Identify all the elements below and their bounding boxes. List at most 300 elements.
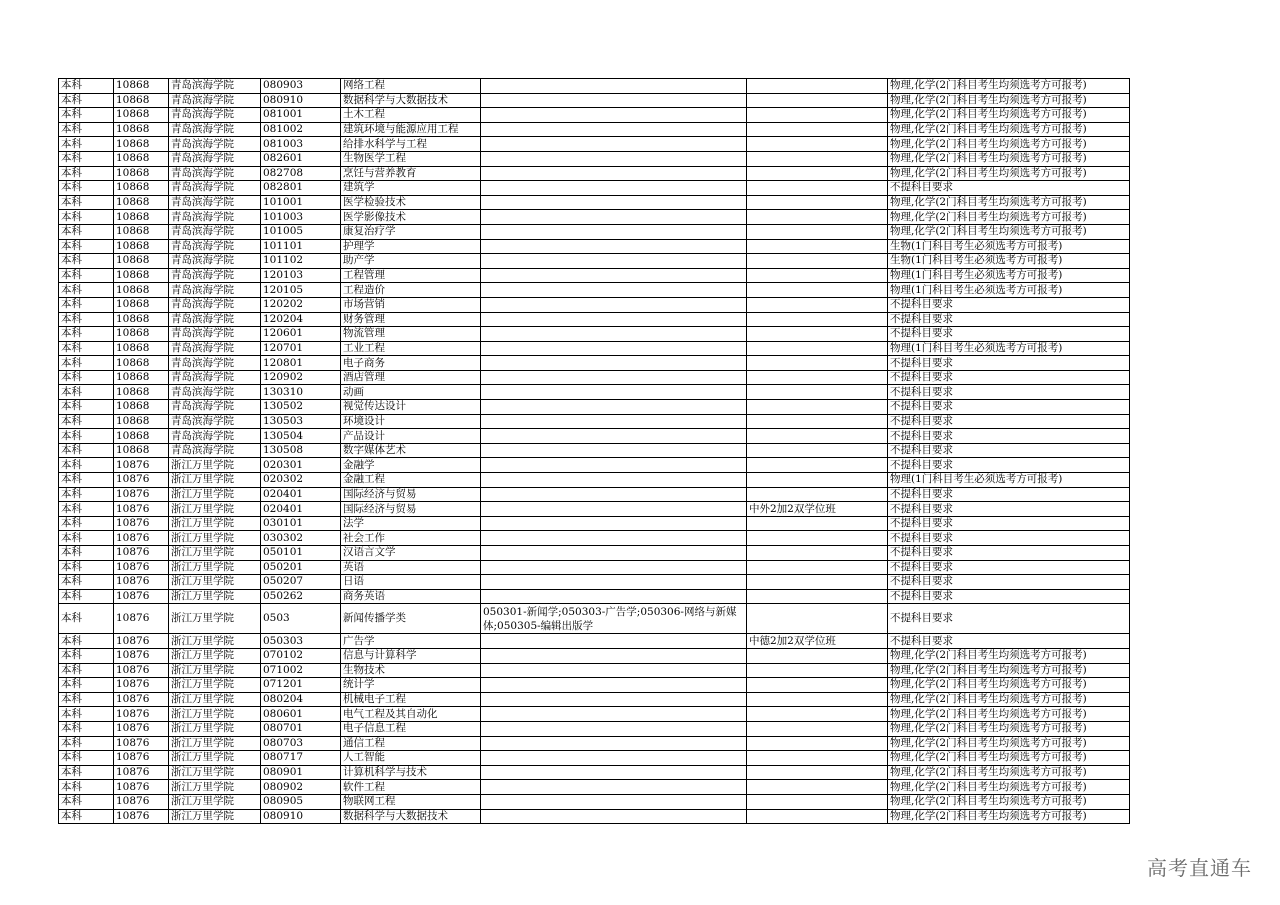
level-cell: 本科 — [59, 721, 114, 736]
table-row — [59, 634, 1130, 649]
table-row — [59, 210, 1130, 225]
level-cell: 本科 — [59, 385, 114, 400]
school-code-cell: 10868 — [114, 224, 169, 239]
level-cell: 本科 — [59, 327, 114, 342]
school-name-cell: 青岛滨海学院 — [169, 268, 261, 283]
school-name-cell: 浙江万里学院 — [169, 634, 261, 649]
subject-requirement-cell: 物理,化学(2门科目考生均须选考方可报考) — [888, 809, 1130, 824]
included-majors-cell — [481, 327, 747, 342]
major-code-cell: 080901 — [261, 765, 341, 780]
major-code-cell: 081002 — [261, 122, 341, 137]
remarks-cell — [747, 414, 888, 429]
school-name-cell: 青岛滨海学院 — [169, 108, 261, 123]
remarks-cell: 中外2加2双学位班 — [747, 502, 888, 517]
included-majors-cell — [481, 312, 747, 327]
table-row — [59, 356, 1130, 371]
included-majors-cell — [481, 443, 747, 458]
included-majors-cell — [481, 254, 747, 269]
school-code-cell: 10876 — [114, 531, 169, 546]
major-name-cell: 生物医学工程 — [341, 151, 481, 166]
table-row — [59, 516, 1130, 531]
table-row — [59, 79, 1130, 94]
included-majors-cell — [481, 663, 747, 678]
subject-requirement-cell: 物理,化学(2门科目考生均须选考方可报考) — [888, 751, 1130, 766]
subject-requirement-cell: 物理,化学(2门科目考生均须选考方可报考) — [888, 166, 1130, 181]
subject-requirement-cell: 不提科目要求 — [888, 400, 1130, 415]
remarks-cell — [747, 575, 888, 590]
major-code-cell: 120204 — [261, 312, 341, 327]
school-code-cell: 10868 — [114, 108, 169, 123]
included-majors-cell — [481, 370, 747, 385]
table-row — [59, 414, 1130, 429]
school-name-cell: 浙江万里学院 — [169, 648, 261, 663]
major-code-cell: 020302 — [261, 473, 341, 488]
remarks-cell — [747, 531, 888, 546]
school-code-cell: 10876 — [114, 663, 169, 678]
remarks-cell — [747, 546, 888, 561]
subject-requirement-cell: 生物(1门科目考生必须选考方可报考) — [888, 254, 1130, 269]
table-row — [59, 487, 1130, 502]
school-name-cell: 浙江万里学院 — [169, 560, 261, 575]
school-code-cell: 10868 — [114, 414, 169, 429]
major-name-cell: 护理学 — [341, 239, 481, 254]
major-name-cell: 金融工程 — [341, 473, 481, 488]
subject-requirement-cell: 物理(1门科目考生必须选考方可报考) — [888, 473, 1130, 488]
remarks-cell — [747, 560, 888, 575]
remarks-cell — [747, 692, 888, 707]
school-code-cell: 10876 — [114, 458, 169, 473]
table-row — [59, 648, 1130, 663]
major-name-cell: 建筑学 — [341, 181, 481, 196]
major-name-cell: 数据科学与大数据技术 — [341, 809, 481, 824]
subject-requirement-cell: 不提科目要求 — [888, 370, 1130, 385]
included-majors-cell — [481, 400, 747, 415]
school-name-cell: 浙江万里学院 — [169, 780, 261, 795]
major-name-cell: 数据科学与大数据技术 — [341, 93, 481, 108]
major-name-cell: 信息与计算科学 — [341, 648, 481, 663]
included-majors-cell — [481, 531, 747, 546]
included-majors-cell — [481, 210, 747, 225]
level-cell: 本科 — [59, 429, 114, 444]
subject-requirement-cell: 物理,化学(2门科目考生均须选考方可报考) — [888, 210, 1130, 225]
remarks-cell — [747, 589, 888, 604]
subject-requirement-cell: 物理(1门科目考生必须选考方可报考) — [888, 283, 1130, 298]
table-row — [59, 341, 1130, 356]
remarks-cell — [747, 370, 888, 385]
school-code-cell: 10868 — [114, 385, 169, 400]
school-code-cell: 10876 — [114, 707, 169, 722]
level-cell: 本科 — [59, 108, 114, 123]
table-row — [59, 794, 1130, 809]
major-name-cell: 国际经济与贸易 — [341, 487, 481, 502]
table-row — [59, 166, 1130, 181]
remarks-cell — [747, 794, 888, 809]
subject-requirement-cell: 物理(1门科目考生必须选考方可报考) — [888, 341, 1130, 356]
school-name-cell: 浙江万里学院 — [169, 736, 261, 751]
school-code-cell: 10868 — [114, 181, 169, 196]
table-row — [59, 531, 1130, 546]
included-majors-cell — [481, 487, 747, 502]
remarks-cell — [747, 312, 888, 327]
level-cell: 本科 — [59, 531, 114, 546]
major-code-cell: 020401 — [261, 502, 341, 517]
subject-requirement-cell: 物理,化学(2门科目考生均须选考方可报考) — [888, 122, 1130, 137]
remarks-cell — [747, 239, 888, 254]
subject-requirement-cell: 物理,化学(2门科目考生均须选考方可报考) — [888, 765, 1130, 780]
major-code-cell: 050262 — [261, 589, 341, 604]
remarks-cell — [747, 297, 888, 312]
subject-requirement-cell: 物理(1门科目考生必须选考方可报考) — [888, 268, 1130, 283]
level-cell: 本科 — [59, 341, 114, 356]
level-cell: 本科 — [59, 166, 114, 181]
subject-requirement-cell: 不提科目要求 — [888, 356, 1130, 371]
remarks-cell — [747, 736, 888, 751]
school-name-cell: 青岛滨海学院 — [169, 254, 261, 269]
subject-requirement-cell: 不提科目要求 — [888, 575, 1130, 590]
subject-requirement-cell: 不提科目要求 — [888, 458, 1130, 473]
major-name-cell: 网络工程 — [341, 79, 481, 94]
level-cell: 本科 — [59, 678, 114, 693]
subject-requirement-cell: 不提科目要求 — [888, 443, 1130, 458]
school-name-cell: 青岛滨海学院 — [169, 443, 261, 458]
remarks-cell — [747, 195, 888, 210]
major-code-cell: 030302 — [261, 531, 341, 546]
table-row — [59, 297, 1130, 312]
table-body — [59, 79, 1130, 824]
school-name-cell: 青岛滨海学院 — [169, 166, 261, 181]
watermark-logo-text: 高考直通车 — [1147, 856, 1252, 880]
subject-requirement-cell: 不提科目要求 — [888, 429, 1130, 444]
major-name-cell: 日语 — [341, 575, 481, 590]
remarks-cell — [747, 516, 888, 531]
major-name-cell: 动画 — [341, 385, 481, 400]
school-code-cell: 10876 — [114, 765, 169, 780]
included-majors-cell — [481, 108, 747, 123]
level-cell: 本科 — [59, 93, 114, 108]
school-name-cell: 青岛滨海学院 — [169, 122, 261, 137]
level-cell: 本科 — [59, 414, 114, 429]
remarks-cell — [747, 663, 888, 678]
major-code-cell: 101005 — [261, 224, 341, 239]
included-majors-cell — [481, 93, 747, 108]
major-code-cell: 120105 — [261, 283, 341, 298]
school-code-cell: 10876 — [114, 648, 169, 663]
level-cell: 本科 — [59, 707, 114, 722]
level-cell: 本科 — [59, 794, 114, 809]
school-name-cell: 青岛滨海学院 — [169, 137, 261, 152]
level-cell: 本科 — [59, 473, 114, 488]
remarks-cell — [747, 487, 888, 502]
school-code-cell: 10876 — [114, 794, 169, 809]
major-code-cell: 080601 — [261, 707, 341, 722]
subject-requirement-cell: 不提科目要求 — [888, 560, 1130, 575]
included-majors-cell — [481, 809, 747, 824]
school-code-cell: 10876 — [114, 809, 169, 824]
school-code-cell: 10868 — [114, 341, 169, 356]
school-name-cell: 浙江万里学院 — [169, 678, 261, 693]
subject-requirement-cell: 不提科目要求 — [888, 546, 1130, 561]
remarks-cell — [747, 473, 888, 488]
school-name-cell: 青岛滨海学院 — [169, 224, 261, 239]
school-name-cell: 青岛滨海学院 — [169, 385, 261, 400]
major-name-cell: 商务英语 — [341, 589, 481, 604]
school-code-cell: 10876 — [114, 473, 169, 488]
included-majors-cell — [481, 429, 747, 444]
requirements-sheet — [58, 78, 1130, 824]
major-name-cell: 社会工作 — [341, 531, 481, 546]
subject-requirement-cell: 物理,化学(2门科目考生均须选考方可报考) — [888, 663, 1130, 678]
major-code-cell: 130502 — [261, 400, 341, 415]
table-row — [59, 765, 1130, 780]
included-majors-cell — [481, 751, 747, 766]
major-code-cell: 101102 — [261, 254, 341, 269]
table-row — [59, 108, 1130, 123]
table-row — [59, 224, 1130, 239]
remarks-cell — [747, 224, 888, 239]
subject-requirement-cell: 不提科目要求 — [888, 414, 1130, 429]
included-majors-cell — [481, 546, 747, 561]
table-row — [59, 195, 1130, 210]
major-name-cell: 物联网工程 — [341, 794, 481, 809]
major-code-cell: 101003 — [261, 210, 341, 225]
level-cell: 本科 — [59, 575, 114, 590]
level-cell: 本科 — [59, 443, 114, 458]
major-name-cell: 生物技术 — [341, 663, 481, 678]
table-row — [59, 458, 1130, 473]
level-cell: 本科 — [59, 560, 114, 575]
table-row — [59, 400, 1130, 415]
subject-requirement-cell: 不提科目要求 — [888, 516, 1130, 531]
remarks-cell — [747, 765, 888, 780]
school-code-cell: 10876 — [114, 634, 169, 649]
level-cell: 本科 — [59, 312, 114, 327]
table-row — [59, 751, 1130, 766]
major-code-cell: 120701 — [261, 341, 341, 356]
table-row — [59, 370, 1130, 385]
school-code-cell: 10868 — [114, 268, 169, 283]
remarks-cell — [747, 254, 888, 269]
included-majors-cell — [481, 721, 747, 736]
school-code-cell: 10868 — [114, 93, 169, 108]
included-majors-cell — [481, 79, 747, 94]
subject-requirement-cell: 物理,化学(2门科目考生均须选考方可报考) — [888, 151, 1130, 166]
school-name-cell: 青岛滨海学院 — [169, 341, 261, 356]
included-majors-cell: 050301-新闻学;050303-广告学;050306-网络与新媒体;050305-编辑出版学 — [481, 604, 747, 634]
table-row — [59, 283, 1130, 298]
remarks-cell — [747, 707, 888, 722]
school-code-cell: 10876 — [114, 604, 169, 634]
included-majors-cell — [481, 634, 747, 649]
school-name-cell: 青岛滨海学院 — [169, 414, 261, 429]
school-name-cell: 浙江万里学院 — [169, 473, 261, 488]
included-majors-cell — [481, 794, 747, 809]
school-name-cell: 青岛滨海学院 — [169, 93, 261, 108]
remarks-cell — [747, 341, 888, 356]
level-cell: 本科 — [59, 195, 114, 210]
remarks-cell — [747, 429, 888, 444]
school-code-cell: 10868 — [114, 297, 169, 312]
major-name-cell: 烹饪与营养教育 — [341, 166, 481, 181]
table-row — [59, 663, 1130, 678]
school-name-cell: 青岛滨海学院 — [169, 400, 261, 415]
major-name-cell: 助产学 — [341, 254, 481, 269]
included-majors-cell — [481, 765, 747, 780]
remarks-cell — [747, 93, 888, 108]
level-cell: 本科 — [59, 254, 114, 269]
school-name-cell: 青岛滨海学院 — [169, 151, 261, 166]
major-name-cell: 产品设计 — [341, 429, 481, 444]
included-majors-cell — [481, 678, 747, 693]
remarks-cell — [747, 283, 888, 298]
school-code-cell: 10868 — [114, 370, 169, 385]
table-row — [59, 327, 1130, 342]
major-name-cell: 通信工程 — [341, 736, 481, 751]
level-cell: 本科 — [59, 692, 114, 707]
school-name-cell: 青岛滨海学院 — [169, 327, 261, 342]
included-majors-cell — [481, 575, 747, 590]
subject-requirement-cell: 不提科目要求 — [888, 604, 1130, 634]
subject-requirement-cell: 物理,化学(2门科目考生均须选考方可报考) — [888, 678, 1130, 693]
school-code-cell: 10868 — [114, 254, 169, 269]
major-code-cell: 050101 — [261, 546, 341, 561]
school-code-cell: 10868 — [114, 151, 169, 166]
school-name-cell: 浙江万里学院 — [169, 751, 261, 766]
major-name-cell: 电气工程及其自动化 — [341, 707, 481, 722]
major-code-cell: 082801 — [261, 181, 341, 196]
school-name-cell: 浙江万里学院 — [169, 546, 261, 561]
major-name-cell: 新闻传播学类 — [341, 604, 481, 634]
school-name-cell: 浙江万里学院 — [169, 809, 261, 824]
subject-requirement-cell: 不提科目要求 — [888, 589, 1130, 604]
subject-requirement-cell: 不提科目要求 — [888, 181, 1130, 196]
school-code-cell: 10876 — [114, 736, 169, 751]
included-majors-cell — [481, 516, 747, 531]
major-code-cell: 080905 — [261, 794, 341, 809]
table-row — [59, 721, 1130, 736]
table-row — [59, 385, 1130, 400]
level-cell: 本科 — [59, 634, 114, 649]
major-name-cell: 酒店管理 — [341, 370, 481, 385]
remarks-cell — [747, 327, 888, 342]
school-code-cell: 10868 — [114, 79, 169, 94]
subject-requirement-cell: 不提科目要求 — [888, 487, 1130, 502]
school-code-cell: 10876 — [114, 692, 169, 707]
school-code-cell: 10876 — [114, 575, 169, 590]
level-cell: 本科 — [59, 663, 114, 678]
major-name-cell: 财务管理 — [341, 312, 481, 327]
subject-requirement-cell: 不提科目要求 — [888, 297, 1130, 312]
major-code-cell: 081003 — [261, 137, 341, 152]
school-name-cell: 青岛滨海学院 — [169, 210, 261, 225]
major-code-cell: 082708 — [261, 166, 341, 181]
major-name-cell: 统计学 — [341, 678, 481, 693]
included-majors-cell — [481, 166, 747, 181]
major-name-cell: 数字媒体艺术 — [341, 443, 481, 458]
level-cell: 本科 — [59, 765, 114, 780]
remarks-cell — [747, 181, 888, 196]
level-cell: 本科 — [59, 487, 114, 502]
major-code-cell: 071002 — [261, 663, 341, 678]
table-row — [59, 707, 1130, 722]
school-name-cell: 浙江万里学院 — [169, 604, 261, 634]
major-code-cell: 020401 — [261, 487, 341, 502]
major-code-cell: 050201 — [261, 560, 341, 575]
major-code-cell: 080717 — [261, 751, 341, 766]
major-name-cell: 建筑环境与能源应用工程 — [341, 122, 481, 137]
included-majors-cell — [481, 502, 747, 517]
school-name-cell: 青岛滨海学院 — [169, 79, 261, 94]
included-majors-cell — [481, 648, 747, 663]
school-code-cell: 10876 — [114, 546, 169, 561]
remarks-cell — [747, 458, 888, 473]
major-name-cell: 英语 — [341, 560, 481, 575]
school-code-cell: 10868 — [114, 312, 169, 327]
included-majors-cell — [481, 458, 747, 473]
included-majors-cell — [481, 385, 747, 400]
school-name-cell: 浙江万里学院 — [169, 707, 261, 722]
remarks-cell — [747, 678, 888, 693]
major-name-cell: 工程管理 — [341, 268, 481, 283]
major-code-cell: 120902 — [261, 370, 341, 385]
subject-requirement-cell: 物理,化学(2门科目考生均须选考方可报考) — [888, 137, 1130, 152]
table-row — [59, 780, 1130, 795]
school-code-cell: 10868 — [114, 239, 169, 254]
subject-requirement-cell: 不提科目要求 — [888, 327, 1130, 342]
school-code-cell: 10868 — [114, 443, 169, 458]
major-name-cell: 康复治疗学 — [341, 224, 481, 239]
major-code-cell: 120601 — [261, 327, 341, 342]
school-code-cell: 10876 — [114, 780, 169, 795]
major-code-cell: 130504 — [261, 429, 341, 444]
included-majors-cell — [481, 195, 747, 210]
subject-requirement-cell: 物理,化学(2门科目考生均须选考方可报考) — [888, 794, 1130, 809]
major-name-cell: 机械电子工程 — [341, 692, 481, 707]
remarks-cell — [747, 443, 888, 458]
included-majors-cell — [481, 297, 747, 312]
level-cell: 本科 — [59, 458, 114, 473]
table-row — [59, 254, 1130, 269]
major-name-cell: 电子商务 — [341, 356, 481, 371]
table-row — [59, 589, 1130, 604]
major-name-cell: 工程造价 — [341, 283, 481, 298]
school-code-cell: 10868 — [114, 195, 169, 210]
school-name-cell: 青岛滨海学院 — [169, 181, 261, 196]
school-name-cell: 浙江万里学院 — [169, 589, 261, 604]
school-code-cell: 10876 — [114, 560, 169, 575]
level-cell: 本科 — [59, 224, 114, 239]
school-code-cell: 10876 — [114, 502, 169, 517]
school-code-cell: 10868 — [114, 400, 169, 415]
school-name-cell: 青岛滨海学院 — [169, 195, 261, 210]
school-name-cell: 浙江万里学院 — [169, 794, 261, 809]
level-cell: 本科 — [59, 356, 114, 371]
included-majors-cell — [481, 283, 747, 298]
included-majors-cell — [481, 473, 747, 488]
level-cell: 本科 — [59, 79, 114, 94]
level-cell: 本科 — [59, 151, 114, 166]
table-row — [59, 736, 1130, 751]
table-row — [59, 678, 1130, 693]
subject-requirement-cell: 物理,化学(2门科目考生均须选考方可报考) — [888, 79, 1130, 94]
table-row — [59, 122, 1130, 137]
major-code-cell: 030101 — [261, 516, 341, 531]
major-code-cell: 101101 — [261, 239, 341, 254]
table-row — [59, 546, 1130, 561]
included-majors-cell — [481, 341, 747, 356]
remarks-cell — [747, 108, 888, 123]
subject-requirement-cell: 物理,化学(2门科目考生均须选考方可报考) — [888, 93, 1130, 108]
major-name-cell: 医学影像技术 — [341, 210, 481, 225]
